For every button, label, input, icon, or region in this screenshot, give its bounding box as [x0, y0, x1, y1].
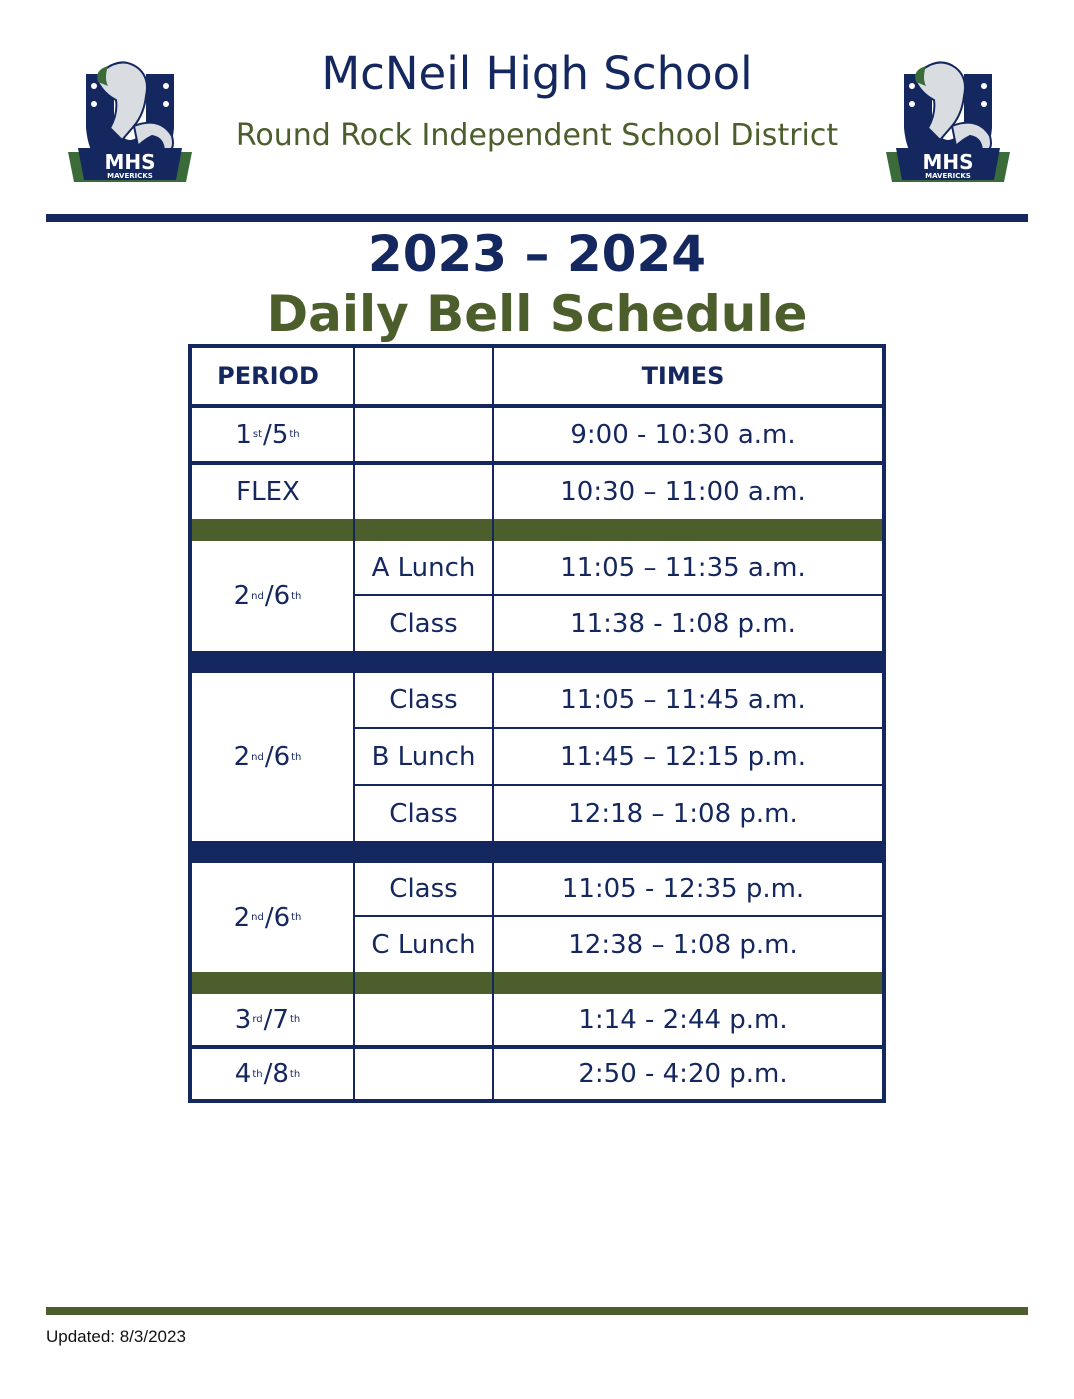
- period-number: 2: [233, 581, 251, 611]
- period-number: 8: [272, 1059, 289, 1089]
- time-cell: 2:50 - 4:20 p.m.: [578, 1059, 788, 1089]
- period-suffix: th: [289, 1014, 301, 1025]
- period-cell: [192, 1049, 344, 1099]
- period-number: 7: [272, 1004, 289, 1035]
- segment-label: C Lunch: [371, 929, 476, 960]
- period-cell: [192, 465, 344, 519]
- period-cell: [192, 863, 344, 972]
- period-number: 6: [273, 742, 291, 772]
- period-slash: /: [264, 902, 274, 933]
- period-cell: [192, 673, 344, 841]
- period-number: 6: [273, 902, 291, 933]
- logo-text: MHS: [104, 150, 156, 174]
- period-cell: [192, 994, 344, 1045]
- district-name: Round Rock Independent School District: [235, 118, 839, 153]
- header-divider: [46, 214, 1028, 222]
- time-cell: 12:38 – 1:08 p.m.: [568, 929, 798, 960]
- period-slash: /: [263, 1059, 273, 1089]
- footer-divider: [46, 1307, 1028, 1315]
- time-cell: 11:05 – 11:35 a.m.: [560, 552, 806, 583]
- separator-band-green: [192, 519, 882, 541]
- period-slash: /: [263, 1004, 273, 1035]
- segment-label: B Lunch: [371, 741, 476, 772]
- separator-band-navy: [192, 651, 882, 673]
- time-cell: 11:05 – 11:45 a.m.: [560, 685, 806, 715]
- school-name: McNeil High School: [321, 47, 753, 100]
- period-suffix: nd: [251, 751, 264, 763]
- period-slash: /: [264, 742, 274, 772]
- period-suffix: nd: [251, 590, 264, 602]
- logo-subtext: MAVERICKS: [925, 172, 971, 180]
- period-number: 2: [233, 742, 251, 772]
- period-suffix: nd: [251, 912, 264, 923]
- time-cell: 9:00 - 10:30 a.m.: [570, 419, 796, 450]
- period-number: 5: [271, 419, 289, 450]
- period-suffix: th: [291, 912, 302, 923]
- time-cell: 11:45 – 12:15 p.m.: [559, 741, 806, 772]
- column-header-period: PERIOD: [217, 362, 319, 390]
- column-header-blank: [355, 348, 492, 404]
- period-slash: /: [263, 419, 272, 450]
- period-number: 2: [233, 902, 251, 933]
- column-header-times: TIMES: [641, 362, 725, 390]
- updated-date: Updated: 8/3/2023: [46, 1327, 186, 1346]
- logo-text: MHS: [922, 150, 974, 174]
- segment-label: Class: [389, 685, 458, 715]
- period-label: FLEX: [236, 477, 300, 507]
- separator-band-green: [192, 972, 882, 994]
- period-number: 1: [235, 419, 252, 450]
- separator-band-navy: [192, 841, 882, 863]
- segment-label: A Lunch: [371, 552, 476, 583]
- period-suffix: th: [291, 590, 302, 602]
- period-suffix: th: [289, 1068, 301, 1080]
- time-cell: 1:14 - 2:44 p.m.: [578, 1004, 788, 1035]
- time-cell: 11:38 - 1:08 p.m.: [570, 608, 796, 639]
- period-number: 4: [234, 1059, 252, 1089]
- segment-label: Class: [389, 798, 458, 829]
- school-year: 2023 – 2024: [367, 225, 707, 283]
- period-suffix: th: [291, 751, 302, 763]
- segment-label: Class: [389, 874, 458, 904]
- period-cell: [192, 541, 344, 651]
- schedule-title: Daily Bell Schedule: [266, 285, 808, 343]
- period-number: 3: [234, 1004, 252, 1035]
- period-cell: [192, 408, 344, 461]
- period-slash: /: [264, 581, 274, 611]
- time-cell: 12:18 – 1:08 p.m.: [568, 798, 798, 829]
- logo-subtext: MAVERICKS: [107, 172, 153, 180]
- time-cell: 10:30 – 11:00 a.m.: [560, 477, 806, 507]
- period-suffix: st: [252, 429, 263, 440]
- time-cell: 11:05 - 12:35 p.m.: [561, 874, 805, 904]
- period-suffix: th: [289, 429, 300, 440]
- period-suffix: rd: [252, 1014, 263, 1025]
- bell-schedule-table: [188, 344, 886, 1103]
- period-number: 6: [273, 581, 291, 611]
- segment-label: Class: [389, 608, 458, 639]
- period-suffix: th: [252, 1068, 263, 1080]
